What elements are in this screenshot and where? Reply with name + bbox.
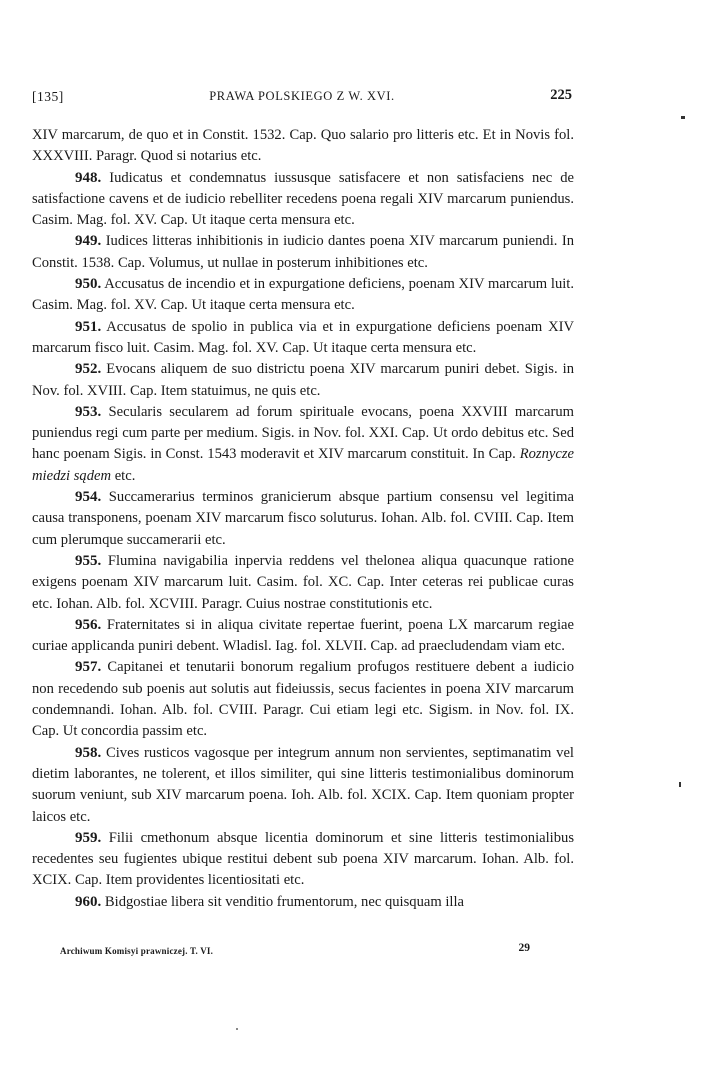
entry-number: 951. — [75, 318, 102, 335]
page-footer — [60, 942, 530, 964]
entry-text: Fraternitates si in aliqua civitate repertae fuerint, poena LX marcarum regiae curiae applicanda puniri debent. Wladisl. Iag. fol. XLVII. Cap. ad praecludendam viam etc. — [32, 616, 574, 655]
page-number: 225 — [550, 87, 572, 103]
continuation-paragraph: XIV marcarum, de quo et in Constit. 1532. Cap. Quo salario pro litteris etc. Et in Novis fol. XXXVIII. Paragr. Quod si notarius etc. — [32, 127, 574, 165]
entry-text: Accusatus de spolio in publica via et in expurgatione deficiens poenam XIV marcarum fisco luit. Casim. Mag. fol. XV. Cap. Ut itaque certa mensura etc. — [32, 318, 575, 356]
entry-text: Capitanei et tenutarii bonorum regalium profugos restituere debent a iudicio non recedendo sub poenis aut solutis aut fideiussis, secus facientes in poena XIV marcarum condemnandi. Iohan. Alb. fol. CVIII. Paragr. Cui etiam legi etc. Sigism. in Nov. fol. IX. Cap. Ut concordia passim etc. — [32, 659, 574, 740]
entry-text: Iudicatus et condemnatus iussusque satisfacere et non satisfaciens nec de satisfactione cavens et de iudicio rebelliter recedens poena regali XIV marcarum puniendus. Casim. Mag. fol. XV. Cap. Ut itaque certa mensura etc. — [32, 169, 574, 229]
entry-number: 950. — [75, 276, 102, 293]
entry-957 — [32, 657, 574, 742]
entry-958 — [32, 743, 574, 828]
entry-number: 949. — [75, 233, 102, 250]
entry-950 — [32, 274, 574, 317]
entry-text: Bidgostiae libera sit venditio frumentorum, nec quisquam illa — [104, 893, 464, 910]
entry-text: Iudices litteras inhibitionis in iudicio dantes poena XIV marcarum puniendi. In Constit. 1538. Cap. Volumus, ut nullae in posterum inhibitiones etc. — [32, 233, 575, 271]
entry-italic-title: Roznycze miedzi sądem — [32, 446, 574, 484]
entry-text: Cives rusticos vagosque per integrum annum non servientes, septimanatim vel dietim laborantes, ne tolerent, et illos similiter, qui sine litteris testimonialibus dominorum suorum veniunt, sub XIV marcarum poena. Ioh. Alb. fol. XCIX. Cap. Item quoniam propter laicos etc. — [32, 744, 574, 825]
header-section-number: [135] — [32, 89, 64, 104]
entry-number: 960. — [75, 893, 102, 910]
entry-number: 948. — [75, 169, 102, 186]
entry-number: 954. — [75, 489, 102, 506]
entry-number: 955. — [75, 552, 102, 569]
entry-953 — [32, 402, 574, 487]
entry-number: 953. — [75, 403, 102, 420]
entry-text: Evocans aliquem de suo districtu poena XIV marcarum puniri debet. Sigis. in Nov. fol. XVIII. Cap. Item statuimus, ne quis etc. — [32, 361, 574, 399]
header-title: PRAWA POLSKIEGO Z W. XVI. — [209, 89, 395, 103]
entry-number: 959. — [75, 829, 102, 846]
entry-text: Accusatus de incendio et in expurgatione deficiens, poenam XIV marcarum luit. Casim. Mag. fol. XV. Cap. Ut itaque certa mensura etc. — [32, 276, 574, 314]
entry-text: Filii cmethonum absque licentia dominorum et sine litteris testimonialibus recedentes seu fugientes ubique restitui debent sub poena XIV marcarum. Iohan. Alb. fol. XCIX. Cap. Item providentes licentiositati etc. — [32, 829, 574, 889]
entry-959 — [32, 828, 574, 892]
running-header — [32, 89, 572, 109]
entry-text: Secularis secularem ad forum spirituale evocans, poena XXVIII marcarum puniendus regi cum parte per medium. Sigis. in Nov. fol. XXI. Cap. Ut ordo debitus etc. Sed hanc poenam Sigis. in Const. 1543 moderavit et XIV marcarum constituit. In Cap. — [32, 403, 574, 463]
entry-954 — [32, 487, 574, 551]
entry-text: Flumina navigabilia inpervia reddens vel thelonea aliqua quacunque ratione exigens poenam XIV marcarum luit. Casim. fol. XC. Cap. Inter ceteras rei publicae curas etc. Iohan. Alb. fol. XCVIII. Paragr. Cuius nostrae constitutionis etc. — [32, 552, 574, 612]
body-text — [32, 125, 574, 913]
entry-955 — [32, 551, 574, 615]
footer-publication: Archiwum Komisyi prawniczej. T. VI. — [60, 946, 214, 956]
entry-948 — [32, 168, 574, 232]
entry-949 — [32, 231, 574, 274]
scan-speck — [681, 116, 685, 119]
entry-number: 958. — [75, 744, 102, 761]
signature-mark: 29 — [518, 942, 530, 954]
entry-960 — [32, 892, 574, 913]
entry-951 — [32, 317, 574, 360]
entry-text: Succamerarius terminos granicierum absque partium consensu vel legitima causa transponens, poenam XIV marcarum fisco soluturus. Iohan. Alb. fol. CVIII. Cap. Item cum plerumque succamerarii etc. — [32, 489, 574, 548]
entry-956 — [32, 615, 574, 658]
entry-number: 956. — [75, 616, 102, 633]
entry-tail: etc. — [114, 467, 136, 484]
entry-number: 952. — [75, 361, 102, 378]
scan-speck — [679, 782, 681, 787]
scan-speck — [236, 1028, 238, 1030]
entry-number: 957. — [75, 659, 102, 676]
entry-952 — [32, 359, 574, 402]
